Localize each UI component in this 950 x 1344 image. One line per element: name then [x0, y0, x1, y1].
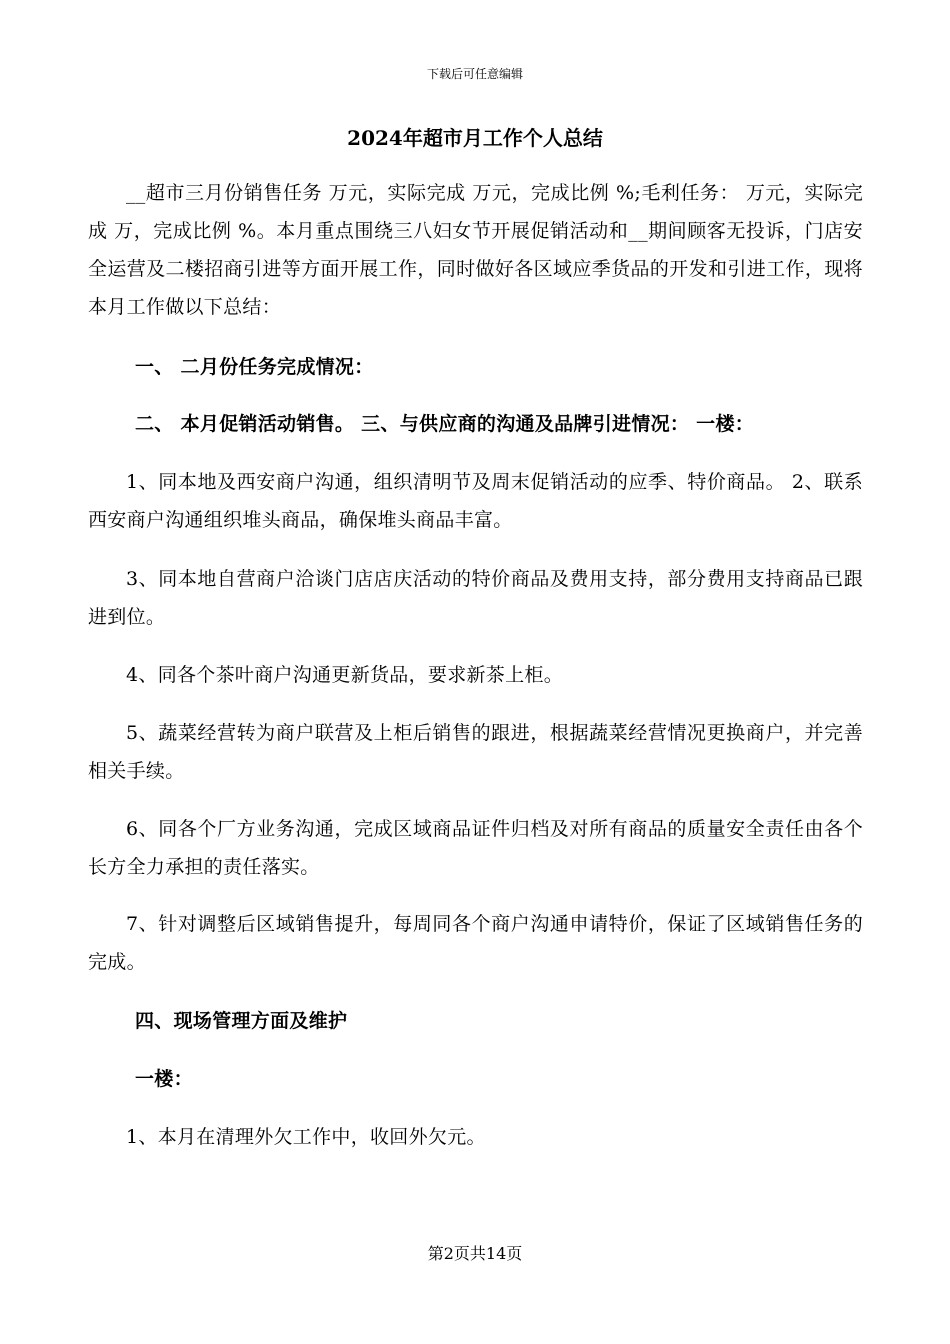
- list-item-4: 4、同各个茶叶商户沟通更新货品，要求新茶上柜。: [126, 664, 563, 686]
- intro-paragraph: __超市三月份销售任务 万元，实际完成 万元，完成比例 %;毛利任务： 万元，实际完成 万，完成比例 %。本月重点围绕三八妇女节开展促销活动和__期间顾客无投诉，门店安全运营及二楼招商引进等方面开展工作，同时做好各区域应季货品的开发和引进工作，现将本月工作做以下总结：: [88, 182, 863, 318]
- page-footer: 第2页共14页: [427, 1244, 523, 1263]
- item-1-2-block: [88, 463, 863, 539]
- item-5-block: [88, 714, 863, 790]
- list-item-3: 3、同本地自营商户洽谈门店店庆活动的特价商品及费用支持，部分费用支持商品已跟进到位。: [88, 568, 863, 628]
- item-4-block: [88, 656, 863, 694]
- item-1b-block: [88, 1118, 863, 1156]
- section-1-block: [88, 348, 863, 386]
- list-item-6: 6、同各个厂方业务沟通，完成区域商品证件归档及对所有商品的质量安全责任由各个长方全力承担的责任落实。: [88, 818, 863, 878]
- list-item-1b: 1、本月在清理外欠工作中，收回外欠元。: [126, 1126, 486, 1148]
- section-1-heading: 一、 二月份任务完成情况：: [135, 356, 374, 378]
- page-header: 下载后可任意编辑: [426, 67, 523, 81]
- item-6-block: [88, 810, 863, 886]
- floor-1-heading: 一楼：: [135, 1068, 193, 1090]
- list-item-5: 5、蔬菜经营转为商户联营及上柜后销售的跟进，根据蔬菜经营情况更换商户，并完善相关手续。: [88, 722, 863, 782]
- item-3-block: [88, 560, 863, 636]
- list-item-7: 7、针对调整后区域销售提升，每周同各个商户沟通申请特价，保证了区域销售任务的完成。: [88, 913, 863, 973]
- intro-paragraph-block: [88, 174, 863, 326]
- section-4-block: [88, 1002, 863, 1040]
- item-7-block: [88, 905, 863, 981]
- section-2-heading: 二、 本月促销活动销售。 三、与供应商的沟通及品牌引进情况： 一楼：: [135, 413, 755, 435]
- section-2-block: [88, 405, 863, 443]
- section-4-heading: 四、现场管理方面及维护: [135, 1010, 348, 1032]
- list-item-1-2: 1、同本地及西安商户沟通，组织清明节及周末促销活动的应季、特价商品。 2、联系西安商户沟通组织堆头商品，确保堆头商品丰富。: [88, 471, 863, 531]
- floor-1-block: [88, 1060, 863, 1098]
- document-title: 2024年超市月工作个人总结: [347, 126, 603, 150]
